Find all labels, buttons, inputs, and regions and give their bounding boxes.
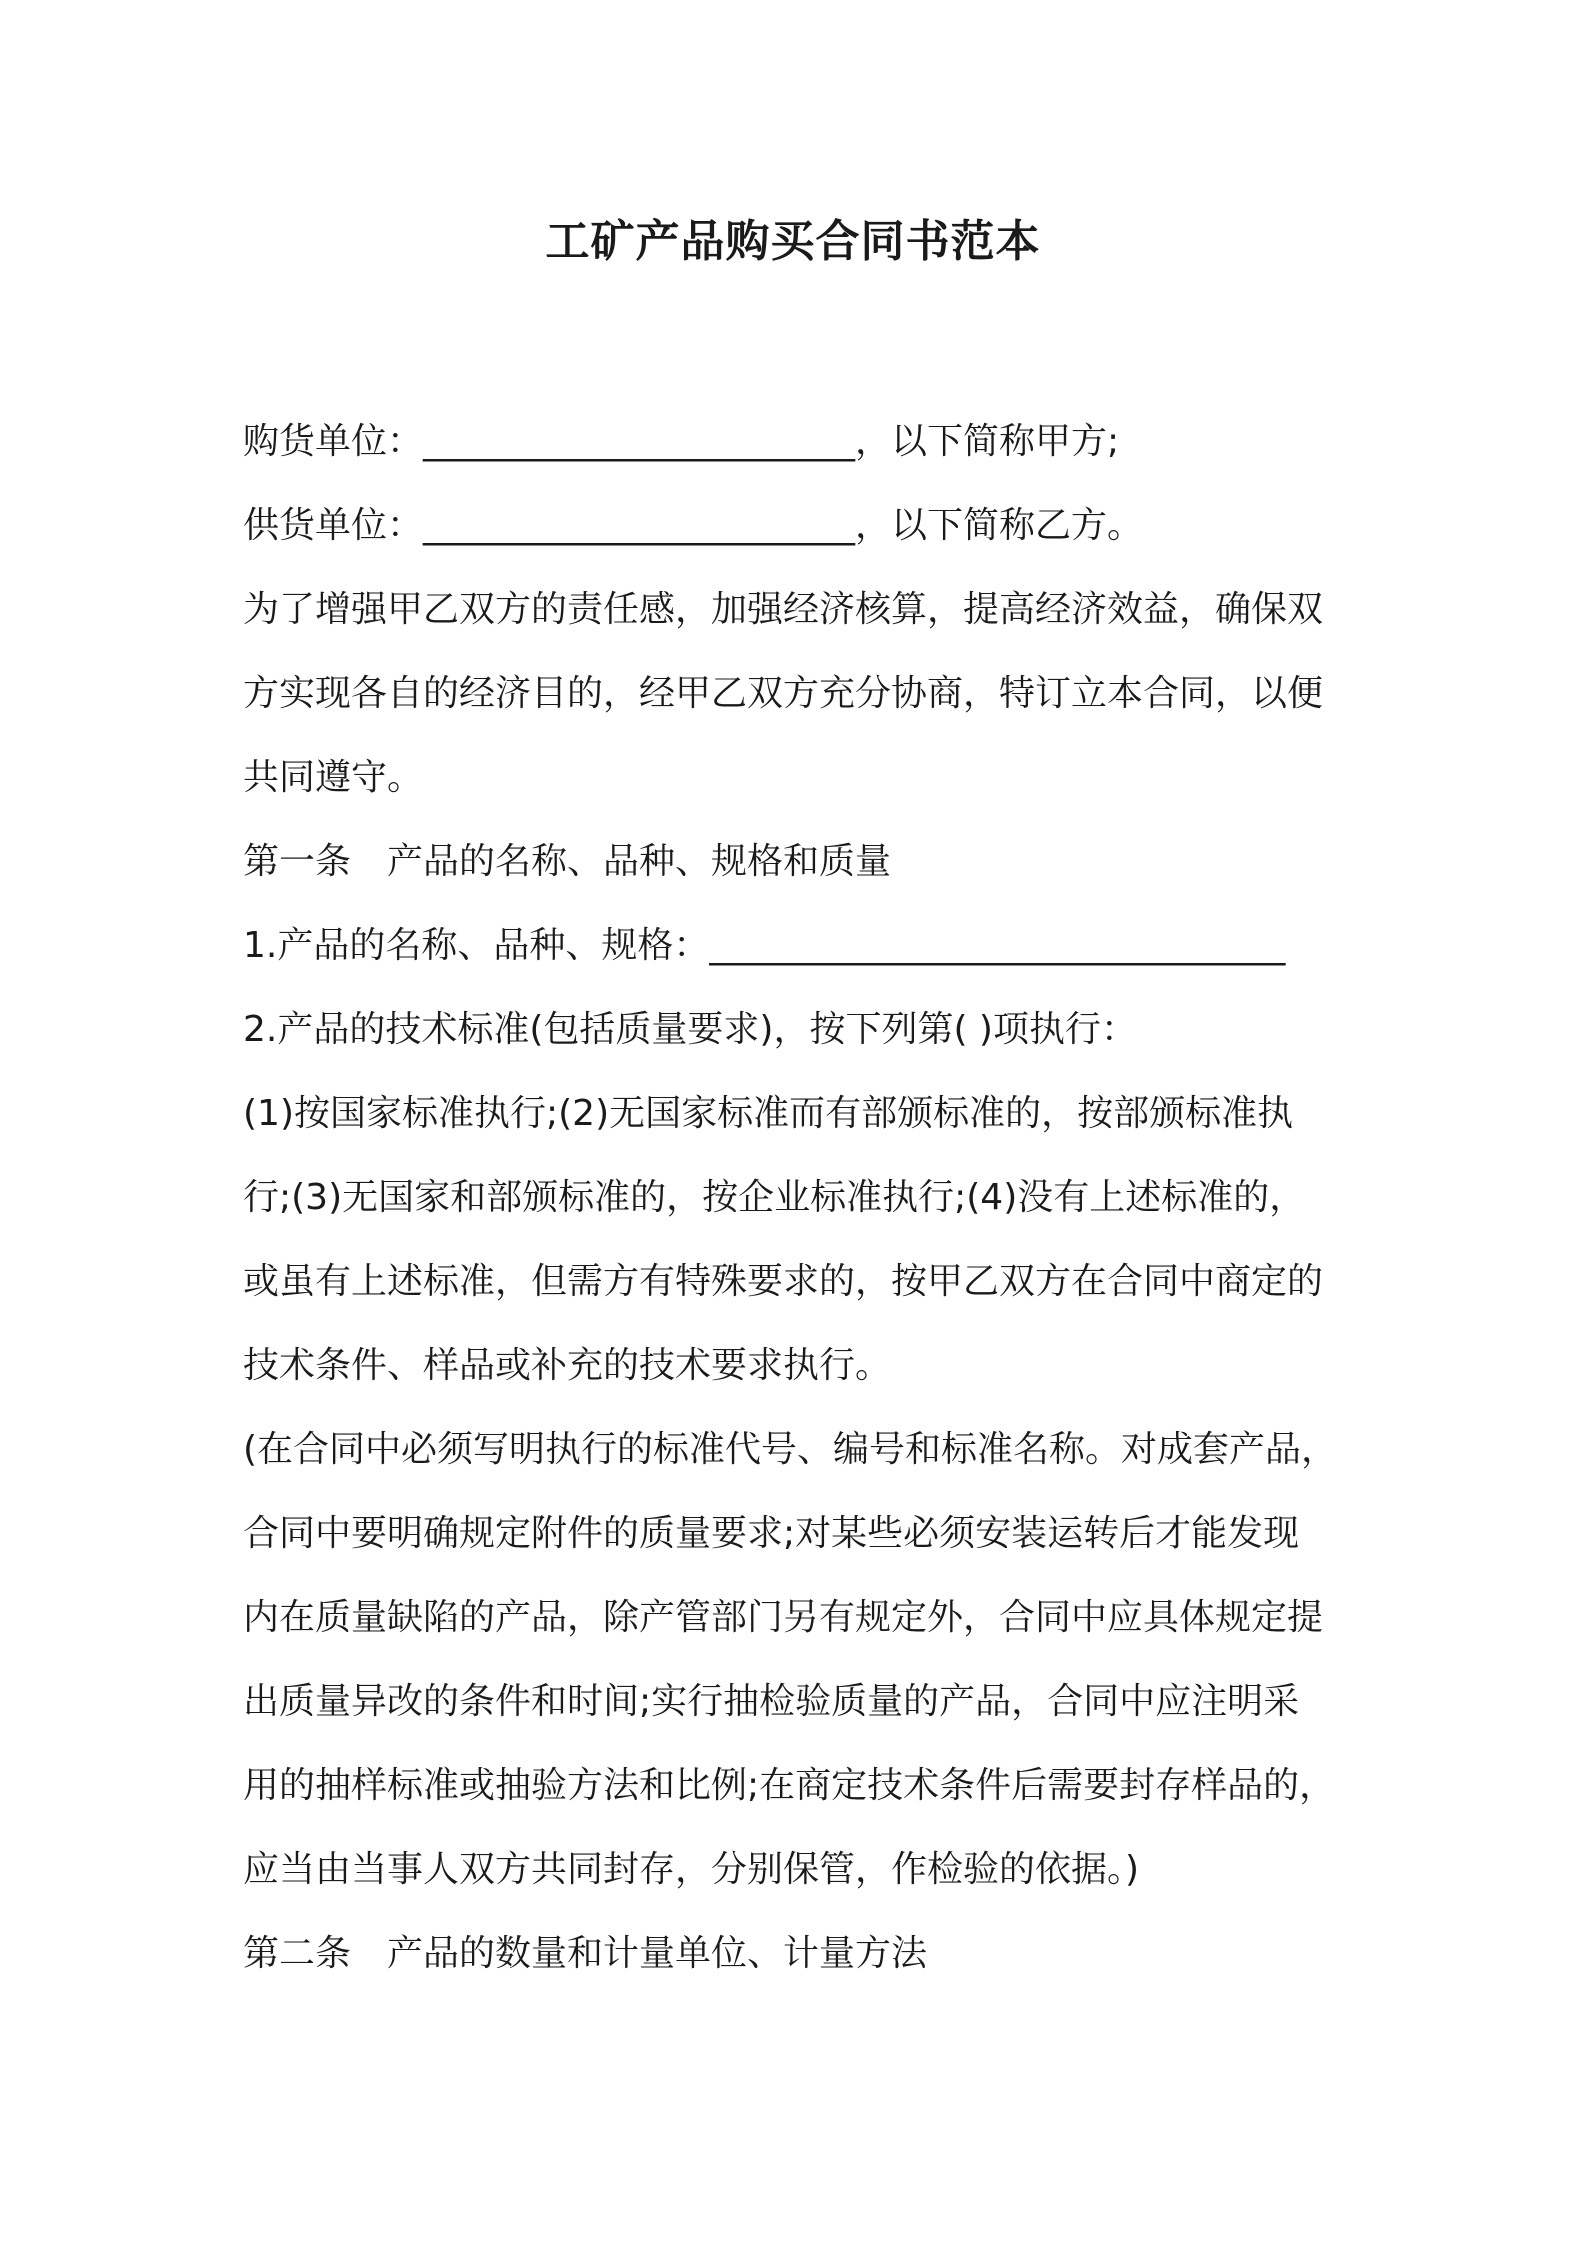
article-2-title: 产品的数量和计量单位、计量方法 bbox=[387, 1933, 928, 1974]
note-line: (在合同中必须写明执行的标准代号、编号和标准名称。对成套产品， bbox=[243, 1429, 1338, 1470]
article-1-item-1: 1.产品的名称、品种、规格：________________________________ bbox=[243, 925, 1286, 966]
standards-option-line: (1)按国家标准执行;(2)无国家标准而有部颁标准的，按部颁标准执 bbox=[243, 1093, 1294, 1134]
article-1-heading bbox=[243, 820, 1373, 904]
document-title: 工矿产品购买合同书范本 bbox=[545, 216, 1041, 267]
note-line: 内在质量缺陷的产品，除产管部门另有规定外，合同中应具体规定提 bbox=[243, 1597, 1324, 1638]
standards-option-line: 行;(3)无国家和部颁标准的，按企业标准执行;(4)没有上述标准的， bbox=[243, 1177, 1306, 1218]
article-1-item-2: 2.产品的技术标准(包括质量要求)，按下列第( )项执行： bbox=[243, 1009, 1137, 1050]
note-line: 合同中要明确规定附件的质量要求;对某些必须安装运转后才能发现 bbox=[243, 1513, 1300, 1554]
seller-line: 供货单位：________________________，以下简称乙方。 bbox=[243, 505, 1144, 546]
article-2-heading bbox=[243, 1912, 1373, 1996]
note-line: 用的抽样标准或抽验方法和比例;在商定技术条件后需要封存样品的， bbox=[243, 1765, 1336, 1806]
preamble-line: 共同遵守。 bbox=[243, 757, 424, 798]
note-line: 出质量异改的条件和时间;实行抽检验质量的产品，合同中应注明采 bbox=[243, 1681, 1300, 1722]
article-1-title: 产品的名称、品种、规格和质量 bbox=[387, 841, 892, 882]
document-body bbox=[243, 400, 1373, 1996]
preamble-line: 为了增强甲乙双方的责任感，加强经济核算，提高经济效益，确保双 bbox=[243, 589, 1324, 630]
standards-option-line: 或虽有上述标准，但需方有特殊要求的，按甲乙双方在合同中商定的 bbox=[243, 1261, 1324, 1302]
note-line: 应当由当事人双方共同封存，分别保管，作检验的依据。) bbox=[243, 1849, 1140, 1890]
preamble-line: 方实现各自的经济目的，经甲乙双方充分协商，特订立本合同，以便 bbox=[243, 673, 1324, 714]
article-1-number: 第一条 bbox=[243, 841, 352, 882]
article-2-number: 第二条 bbox=[243, 1933, 352, 1974]
buyer-line: 购货单位：________________________，以下简称甲方; bbox=[243, 421, 1120, 462]
standards-option-line: 技术条件、样品或补充的技术要求执行。 bbox=[243, 1345, 892, 1386]
